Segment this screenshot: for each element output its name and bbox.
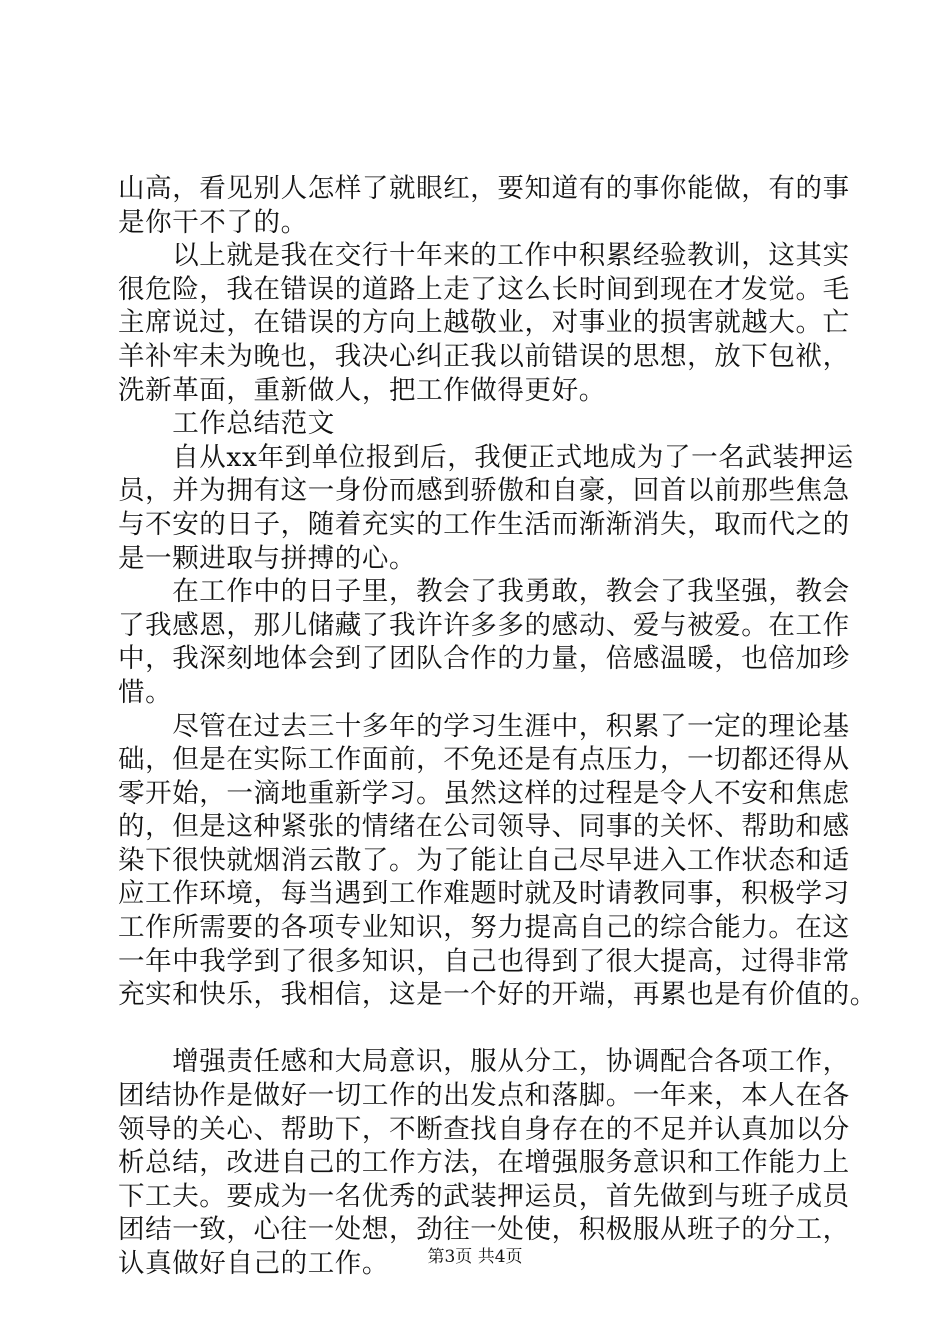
text-line: 主席说过，在错误的方向上越敬业，对事业的损害就越大。亡 xyxy=(118,307,850,339)
text-line: 零开始，一滴地重新学习。虽然这样的过程是令人不安和焦虑 xyxy=(118,777,850,809)
text-line: 很危险，我在错误的道路上走了这么长时间到现在才发觉。毛 xyxy=(118,273,850,305)
text-line: 团结一致，心往一处想，劲往一处使，积极服从班子的分工， xyxy=(118,1214,850,1246)
text-line: 的，但是这种紧张的情绪在公司领导、同事的关怀、帮助和感 xyxy=(118,811,850,843)
text-line: 与不安的日子，随着充实的工作生活而渐渐消失，取而代之的 xyxy=(118,508,850,540)
text-line: 了我感恩，那儿储藏了我许许多多的感动、爱与被爱。在工作 xyxy=(118,609,850,641)
paragraph-gap xyxy=(118,1012,858,1046)
text-line: 工作所需要的各项专业知识，努力提高自己的综合能力。在这 xyxy=(118,912,850,944)
text-line: 洗新革面，重新做人，把工作做得更好。 xyxy=(118,374,606,406)
text-line: 认真做好自己的工作。 xyxy=(118,1248,389,1279)
text-line: 是你干不了的。 xyxy=(118,206,308,238)
text-line: 析总结，改进自己的工作方法，在增强服务意识和工作能力上 xyxy=(118,1147,850,1179)
text-line: 一年中我学到了很多知识，自己也得到了很大提高，过得非常 xyxy=(118,945,850,977)
text-line: 自从xx年到单位报到后，我便正式地成为了一名武装押运 xyxy=(118,441,854,473)
text-line: 充实和快乐，我相信，这是一个好的开端，再累也是有价值的。 xyxy=(118,979,877,1011)
text-line: 羊补牢未为晚也，我决心纠正我以前错误的思想，放下包袱， xyxy=(118,340,850,372)
text-line: 染下很快就烟消云散了。为了能让自己尽早进入工作状态和适 xyxy=(118,844,850,876)
text-line: 应工作环境，每当遇到工作难题时就及时请教同事，积极学习 xyxy=(118,878,850,910)
text-line: 在工作中的日子里，教会了我勇敢，教会了我坚强，教会 xyxy=(118,576,850,608)
text-line: 下工夫。要成为一名优秀的武装押运员，首先做到与班子成员 xyxy=(118,1180,850,1212)
page-footer: 第3页 共4页 xyxy=(427,1247,523,1267)
text-line: 尽管在过去三十多年的学习生涯中，积累了一定的理论基 xyxy=(118,710,850,742)
text-line: 工作总结范文 xyxy=(118,408,335,440)
body-text xyxy=(118,172,877,1281)
text-line: 是一颗进取与拼搏的心。 xyxy=(118,542,417,574)
text-line: 增强责任感和大局意识，服从分工，协调配合各项工作， xyxy=(118,1046,850,1078)
text-line: 员，并为拥有这一身份而感到骄傲和自豪，回首以前那些焦急 xyxy=(118,475,850,507)
text-line: 山高，看见别人怎样了就眼红，要知道有的事你能做，有的事 xyxy=(118,173,850,204)
text-line: 中，我深刻地体会到了团队合作的力量，倍感温暖，也倍加珍 xyxy=(118,643,850,675)
text-line: 础，但是在实际工作面前，不免还是有点压力，一切都还得从 xyxy=(118,744,850,776)
text-line: 惜。 xyxy=(118,676,173,708)
text-line: 以上就是我在交行十年来的工作中积累经验教训，这其实 xyxy=(118,240,850,272)
text-line: 领导的关心、帮助下，不断查找自身存在的不足并认真加以分 xyxy=(118,1113,850,1145)
text-line: 团结协作是做好一切工作的出发点和落脚。一年来，本人在各 xyxy=(118,1080,850,1112)
